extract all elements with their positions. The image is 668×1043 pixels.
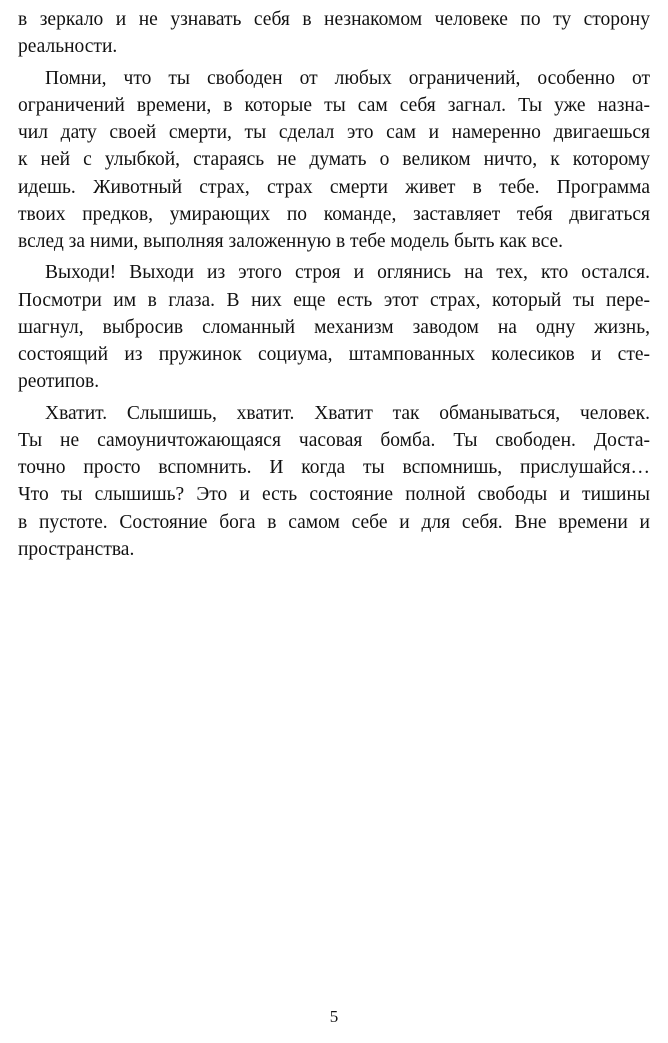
text-line: вслед за ними, выполняя заложенную в тебе модель быть как все. [18, 231, 564, 252]
text-line: чил дату своей смерти, ты сделал это сам и намеренно двигаешься [18, 122, 650, 143]
text-line: точно просто вспомнить. И когда ты вспомнишь, прислушайся… [18, 457, 650, 478]
text-line: к ней с улыбкой, стараясь не думать о великом ничто, к которому [18, 149, 650, 171]
text-line: твоих предков, умирающих по команде, заставляет тебя двигаться [18, 203, 650, 225]
paragraph-2 [18, 65, 650, 256]
text-line: Что ты слышишь? Это и есть состояние полной свободы и тишины [18, 484, 650, 506]
text-line: реотипов. [18, 371, 100, 393]
text-line: пространства. [18, 538, 135, 560]
text-line: шагнул, выбросив сломанный механизм заводом на одну жизнь, [18, 316, 650, 338]
text-line: идешь. Животный страх, страх смерти живет в тебе. Программа [18, 176, 650, 198]
text-line: в пустоте. Состояние бога в самом себе и для себя. Вне времени и [18, 511, 650, 533]
paragraph-1 [18, 6, 650, 61]
text-line: ограничений времени, в которые ты сам себя загнал. Ты уже назна- [18, 94, 650, 116]
text-line: Хватит. Слышишь, хватит. Хватит так обманываться, человек. [45, 402, 650, 424]
paragraph-4 [18, 400, 650, 564]
text-line: реальности. [18, 36, 118, 58]
text-line: Помни, что ты свободен от любых ограничений, особенно от [45, 67, 650, 89]
page-body [18, 6, 650, 563]
paragraph-3 [18, 259, 650, 395]
text-line: Посмотри им в глаза. В них еще есть этот страх, который ты пере- [18, 289, 650, 311]
text-line: в зеркало и не узнавать себя в незнакомом человеке по ту сторону [18, 9, 650, 30]
page-number: 5 [329, 1007, 339, 1026]
text-line: состоящий из пружинок социума, штампованных колесиков и сте- [18, 344, 650, 365]
text-line: Выходи! Выходи из этого строя и оглянись на тех, кто остался. [45, 262, 650, 284]
text-line: Ты не самоуничтожающаяся часовая бомба. Ты свободен. Доста- [18, 429, 650, 451]
